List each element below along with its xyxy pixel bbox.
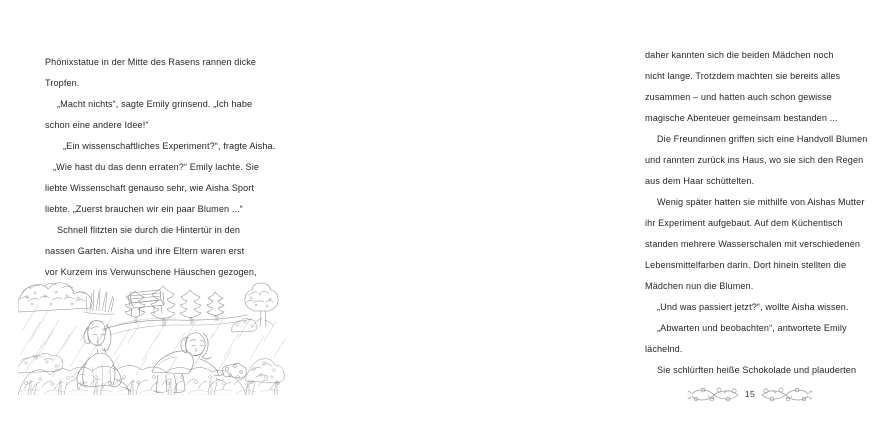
text-line: zusammen – und hatten auch schon gewisse: [645, 92, 832, 102]
text-line: liebte Wissenschaft genauso sehr, wie Aisha Sport: [45, 183, 255, 193]
text-line: „Ein wissenschaftliches Experiment?“, fragte Aisha.: [63, 141, 276, 151]
text-line: Mädchen nun die Blumen.: [645, 281, 754, 291]
text-line: „Macht nichts“, sagte Emily grinsend. „Ich habe: [57, 99, 253, 109]
text-line: Phönixstatue in der Mitte des Rasens rannen dicke: [45, 57, 257, 67]
left-page: [0, 0, 300, 426]
text-line: vor Kurzem ins Verwunschene Häuschen gezogen,: [45, 267, 257, 277]
text-line: daher kannten sich die beiden Mädchen noch: [645, 50, 834, 60]
text-line: „Wie hast du das denn erraten?“ Emily lachte. Sie: [53, 162, 260, 172]
text-line: „Abwarten und beobachten“, antwortete Emily: [657, 323, 847, 333]
text-line: schon eine andere Idee!“: [45, 120, 149, 130]
text-line: aus dem Haar schüttelten.: [645, 176, 755, 186]
page-folio: [685, 386, 815, 404]
text-line: „Und was passiert jetzt?“, wollte Aisha wissen.: [657, 302, 849, 312]
text-line: Sie schlürften heiße Schokolade und plauderten: [657, 365, 857, 375]
left-page-text-block: [45, 52, 281, 283]
text-line: liebte. „Zuerst brauchen wir ein paar Blumen ...“: [45, 204, 243, 214]
text-line: lächelnd.: [645, 344, 683, 354]
text-line: nicht lange. Trotzdem machten sie bereits alles: [645, 71, 841, 81]
text-line: Tropfen.: [45, 78, 80, 88]
flourish-left-icon: [688, 388, 740, 402]
garden-illustration-drawing: [18, 271, 286, 395]
page-number: 15: [744, 389, 756, 400]
text-line: standen mehrere Wasserschalen mit verschiedenen: [645, 239, 861, 249]
text-line: Wenig später hatten sie mithilfe von Aishas Mutter: [657, 197, 865, 207]
text-line: nassen Garten. Aisha und ihre Eltern waren erst: [45, 246, 245, 256]
text-line: Lebensmittelfarben darin. Dort hinein stellten die: [645, 260, 847, 270]
text-line: Schnell flitzten sie durch die Hintertür in den: [57, 225, 241, 235]
garden-illustration: [18, 271, 286, 395]
text-line: Die Freundinnen griffen sich eine Handvoll Blumen: [657, 134, 868, 144]
flourish-right-icon: [760, 388, 812, 402]
text-line: magische Abenteuer gemeinsam bestanden ...: [645, 113, 838, 123]
text-line: und rannten zurück ins Haus, wo sie sich den Regen: [645, 155, 864, 165]
text-line: ihr Experiment aufgebaut. Auf dem Küchentisch: [645, 218, 843, 228]
right-page: [300, 0, 868, 426]
right-page-text-block: [645, 45, 881, 381]
